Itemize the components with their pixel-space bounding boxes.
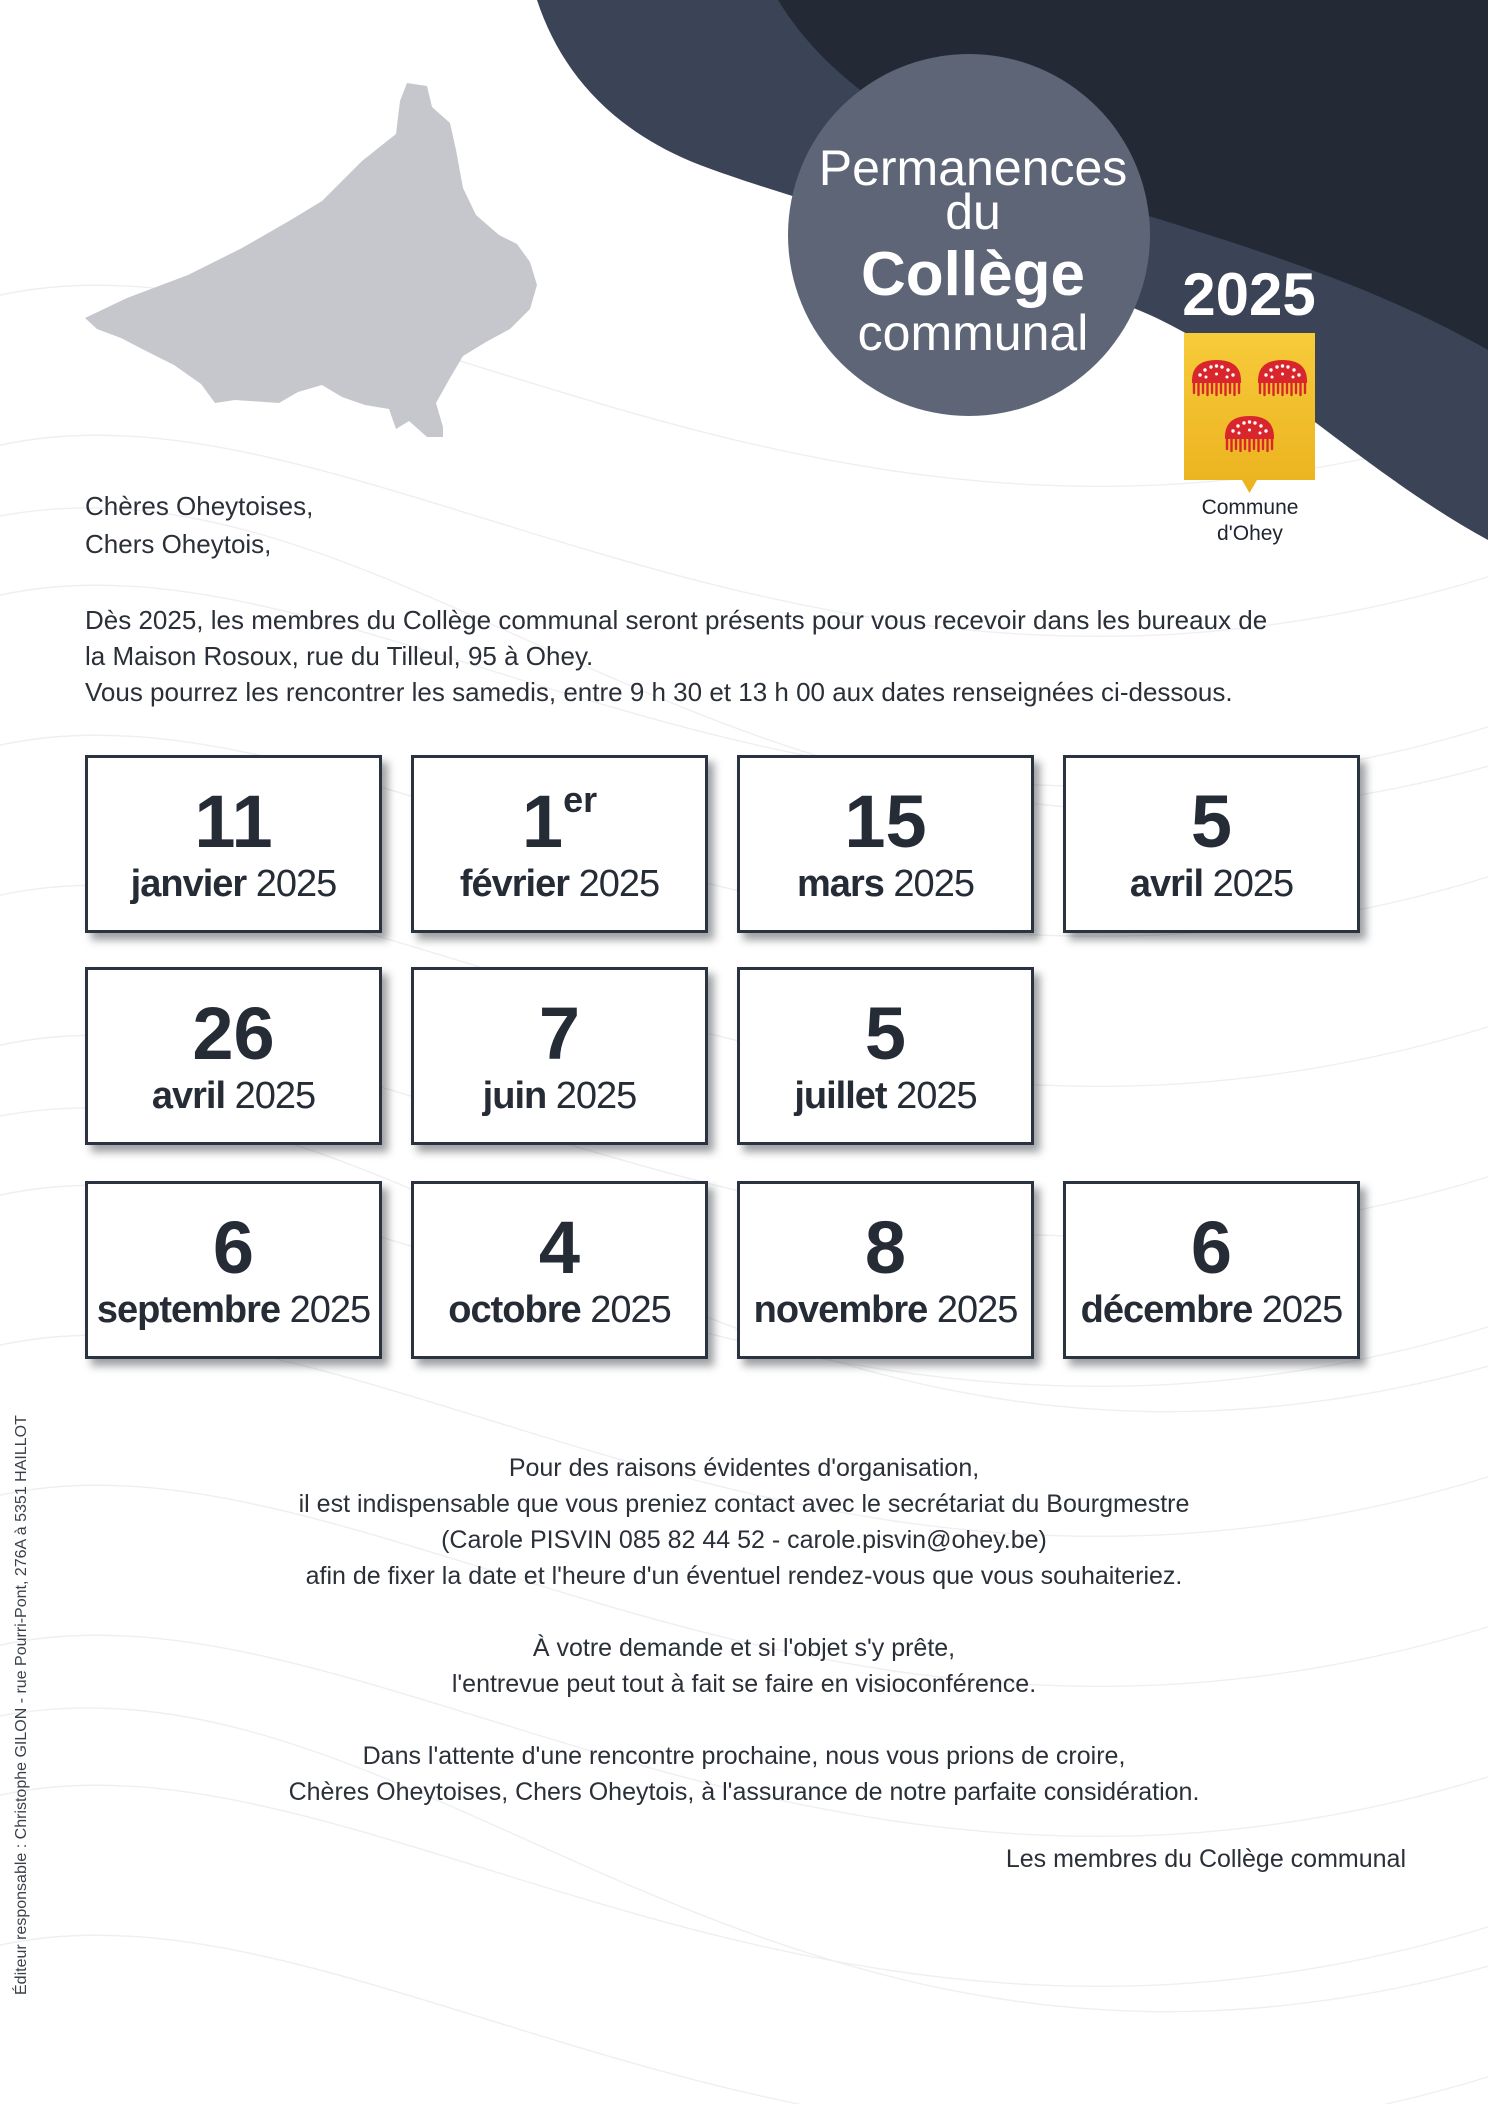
title-line-permanences: Permanences bbox=[818, 140, 1128, 196]
date-month-line bbox=[88, 1074, 379, 1118]
date-year: 2025 bbox=[1261, 1289, 1343, 1331]
date-month-line bbox=[1066, 862, 1357, 906]
date-day-wrapper bbox=[414, 779, 705, 863]
date-month-line bbox=[740, 1288, 1031, 1332]
date-month-line bbox=[414, 1288, 705, 1332]
intro-line: la Maison Rosoux, rue du Tilleul, 95 à Ohey. bbox=[85, 641, 594, 671]
date-year: 2025 bbox=[555, 1075, 637, 1117]
date-card bbox=[737, 1181, 1034, 1359]
date-month-line bbox=[414, 1074, 705, 1118]
date-month-line bbox=[740, 862, 1031, 906]
date-month-line bbox=[88, 1288, 379, 1332]
message-line: Dans l'attente d'une rencontre prochaine, nous vous prions de croire, bbox=[362, 1742, 1126, 1770]
date-day: 5 bbox=[1190, 780, 1233, 863]
date-card bbox=[1063, 1181, 1360, 1359]
date-month: mars bbox=[797, 863, 884, 905]
message-line: (Carole PISVIN 085 82 44 52 - carole.pisvin@ohey.be) bbox=[441, 1526, 1047, 1554]
message-line: il est indispensable que vous preniez contact avec le secrétariat du Bourgmestre bbox=[298, 1490, 1190, 1518]
message-line: À votre demande et si l'objet s'y prête, bbox=[532, 1634, 956, 1662]
date-day: 6 bbox=[212, 1206, 255, 1289]
date-month: novembre bbox=[753, 1289, 928, 1331]
date-day: 4 bbox=[538, 1206, 581, 1289]
date-year: 2025 bbox=[936, 1289, 1018, 1331]
date-month: juin bbox=[482, 1075, 547, 1117]
date-year: 2025 bbox=[578, 863, 660, 905]
commune-caption-line: Commune bbox=[1201, 496, 1299, 519]
date-year: 2025 bbox=[255, 863, 337, 905]
date-month-line bbox=[1066, 1288, 1357, 1332]
commune-caption-line: d'Ohey bbox=[1217, 522, 1283, 545]
intro-paragraph bbox=[85, 602, 1267, 710]
title-line-communal: communal bbox=[857, 305, 1089, 361]
date-month: décembre bbox=[1080, 1289, 1253, 1331]
visio-paragraph bbox=[0, 1630, 1488, 1702]
date-day: 26 bbox=[192, 992, 275, 1075]
date-day: 7 bbox=[538, 992, 581, 1075]
municipality-map-silhouette bbox=[0, 0, 560, 460]
date-month: février bbox=[459, 863, 570, 905]
date-year: 2025 bbox=[893, 863, 974, 905]
date-card bbox=[85, 755, 382, 933]
date-month: avril bbox=[151, 1075, 226, 1117]
date-year: 2025 bbox=[1212, 863, 1294, 905]
intro-line: Dès 2025, les membres du Collège communal seront présents pour vous recevoir dans les bureaux de bbox=[85, 605, 1268, 635]
contact-paragraph bbox=[0, 1450, 1488, 1594]
date-day: 8 bbox=[864, 1206, 907, 1289]
coat-of-arms-charge bbox=[1192, 360, 1241, 395]
date-month-line bbox=[740, 1074, 1031, 1118]
date-card bbox=[737, 755, 1034, 933]
date-month-line bbox=[88, 862, 379, 906]
greeting-line: Chères Oheytoises, bbox=[85, 491, 314, 521]
greeting-line: Chers Oheytois, bbox=[85, 528, 272, 559]
date-month: juillet bbox=[794, 1075, 887, 1117]
date-year: 2025 bbox=[896, 1075, 977, 1117]
coat-of-arms-shield bbox=[1184, 333, 1315, 493]
signature: Les membres du Collège communal bbox=[1005, 1845, 1406, 1873]
date-card bbox=[85, 967, 382, 1145]
closing-paragraph bbox=[0, 1738, 1488, 1810]
contact-message bbox=[0, 1450, 1488, 1846]
title-line-college: Collège bbox=[861, 240, 1085, 309]
coat-of-arms-charge bbox=[1225, 416, 1274, 451]
greeting bbox=[85, 488, 313, 563]
date-day: 15 bbox=[844, 780, 927, 863]
date-card bbox=[85, 1181, 382, 1359]
title-line-du: du bbox=[945, 184, 1001, 240]
date-year: 2025 bbox=[234, 1075, 316, 1117]
coat-of-arms-charge bbox=[1258, 360, 1307, 395]
date-day: 1 bbox=[521, 780, 564, 863]
commune-caption bbox=[1170, 495, 1330, 547]
date-card bbox=[411, 1181, 708, 1359]
date-day: 6 bbox=[1190, 1206, 1233, 1289]
date-day: 11 bbox=[194, 780, 273, 863]
date-month: octobre bbox=[448, 1289, 581, 1331]
date-month: janvier bbox=[130, 863, 247, 905]
date-month: avril bbox=[1129, 863, 1204, 905]
message-line: afin de fixer la date et l'heure d'un éventuel rendez-vous que vous souhaiteriez. bbox=[305, 1562, 1183, 1590]
date-card bbox=[1063, 755, 1360, 933]
date-day-suffix: er bbox=[563, 779, 598, 820]
date-year: 2025 bbox=[590, 1289, 671, 1331]
date-card bbox=[737, 967, 1034, 1145]
date-month: septembre bbox=[96, 1289, 281, 1331]
date-day: 5 bbox=[864, 992, 907, 1075]
publisher-notice: Éditeur responsable : Christophe GILON - rue Pourri-Pont, 276A à 5351 HAILLOT bbox=[13, 1415, 30, 1995]
year-label: 2025 bbox=[1182, 261, 1316, 328]
message-line: l'entrevue peut tout à fait se faire en visioconférence. bbox=[451, 1670, 1037, 1698]
message-line: Chères Oheytoises, Chers Oheytois, à l'assurance de notre parfaite considération. bbox=[288, 1778, 1200, 1806]
date-card bbox=[411, 755, 708, 933]
message-line: Pour des raisons évidentes d'organisation, bbox=[508, 1454, 980, 1482]
date-card bbox=[411, 967, 708, 1145]
intro-line: Vous pourrez les rencontrer les samedis, entre 9 h 30 et 13 h 00 aux dates renseignées ci-dessous. bbox=[85, 677, 1233, 707]
coat-of-arms-logo bbox=[1184, 333, 1315, 495]
date-year: 2025 bbox=[289, 1289, 371, 1331]
date-month-line bbox=[414, 862, 705, 906]
